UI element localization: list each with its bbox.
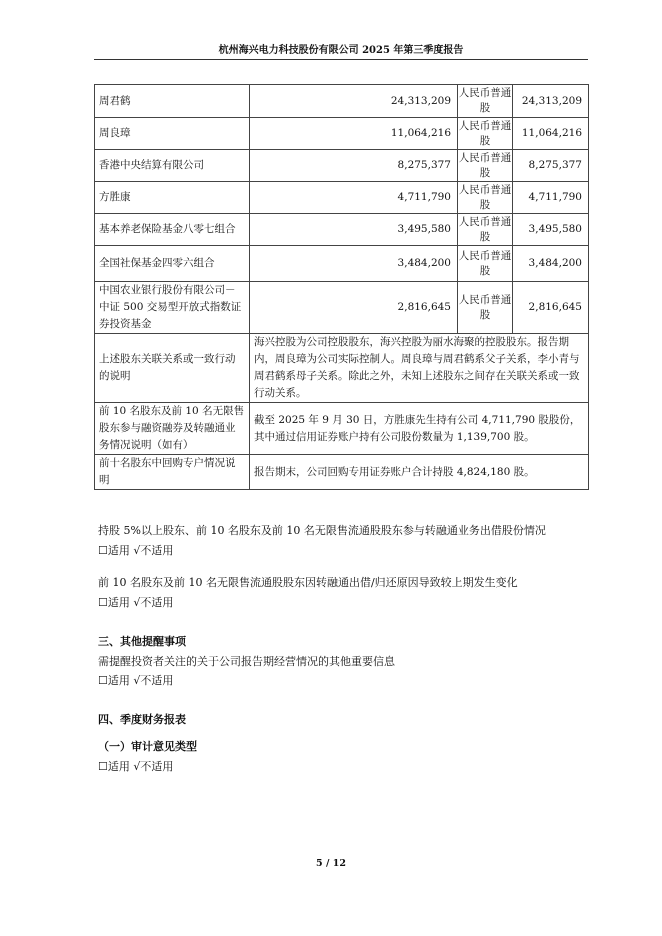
table-row <box>95 214 589 246</box>
note-text: 海兴控股为公司控股股东，海兴控股为丽水海聚的控股股东。报告期内，周良璋为公司实际控制人。周良璋与周君鹤系父子关系，李小青与周君鹤系母子关系。除此之外，未知上述股东之间存在关联关系或一致行动关系。 <box>250 334 589 403</box>
page-header: 杭州海兴电力科技股份有限公司 2025 年第三季度报告 <box>94 41 588 60</box>
shares-held: 8,275,377 <box>250 150 458 182</box>
financial-heading: 四、季度财务报表 <box>98 713 186 726</box>
shareholder-name: 全国社保基金四零六组合 <box>95 246 250 282</box>
class-shares: 2,816,645 <box>513 282 589 334</box>
shares-held: 3,495,580 <box>250 214 458 246</box>
table-row <box>95 334 589 403</box>
table-row <box>95 118 589 150</box>
shareholder-name: 周君鹤 <box>95 85 250 118</box>
table-row <box>95 455 589 490</box>
class-shares: 24,313,209 <box>513 85 589 118</box>
share-class: 人民币普通股 <box>458 85 513 118</box>
table-row <box>95 150 589 182</box>
share-class: 人民币普通股 <box>458 214 513 246</box>
table-row <box>95 182 589 214</box>
reminder-text: 需提醒投资者关注的关于公司报告期经营情况的其他重要信息 <box>98 655 395 668</box>
reminder-heading: 三、其他提醒事项 <box>98 635 186 648</box>
note-label: 前十名股东中回购专户情况说明 <box>95 455 250 490</box>
reminder-option: ☐适用 √不适用 <box>98 674 174 687</box>
share-class: 人民币普通股 <box>458 246 513 282</box>
page-number: 5 / 12 <box>316 858 346 869</box>
shares-held: 3,484,200 <box>250 246 458 282</box>
class-shares: 4,711,790 <box>513 182 589 214</box>
shareholder-name: 基本养老保险基金八零七组合 <box>95 214 250 246</box>
class-shares: 3,484,200 <box>513 246 589 282</box>
shares-held: 11,064,216 <box>250 118 458 150</box>
note-text: 截至 2025 年 9 月 30 日，方胜康先生持有公司 4,711,790 股股份，其中通过信用证券账户持有公司股份数量为 1,139,700 股。 <box>250 403 589 455</box>
audit-heading: （一）审计意见类型 <box>98 740 197 753</box>
change-title: 前 10 名股东及前 10 名无限售流通股股东因转融通出借/归还原因导致较上期发生变化 <box>98 576 518 589</box>
audit-option: ☐适用 √不适用 <box>98 760 174 773</box>
shareholders-table <box>94 84 589 490</box>
table-row <box>95 85 589 118</box>
shares-held: 2,816,645 <box>250 282 458 334</box>
share-class: 人民币普通股 <box>458 150 513 182</box>
table-row <box>95 246 589 282</box>
shareholder-name: 周良璋 <box>95 118 250 150</box>
shareholder-name: 中国农业银行股份有限公司－中证 500 交易型开放式指数证券投资基金 <box>95 282 250 334</box>
note-label: 前 10 名股东及前 10 名无限售股东参与融资融券及转融通业务情况说明（如有） <box>95 403 250 455</box>
change-option: ☐适用 √不适用 <box>98 596 174 609</box>
shareholder-name: 方胜康 <box>95 182 250 214</box>
lending-title: 持股 5%以上股东、前 10 名股东及前 10 名无限售流通股股东参与转融通业务出借股份情况 <box>98 524 546 537</box>
share-class: 人民币普通股 <box>458 118 513 150</box>
note-label: 上述股东关联关系或一致行动的说明 <box>95 334 250 403</box>
class-shares: 8,275,377 <box>513 150 589 182</box>
share-class: 人民币普通股 <box>458 182 513 214</box>
shares-held: 4,711,790 <box>250 182 458 214</box>
note-text: 报告期末，公司回购专用证券账户合计持股 4,824,180 股。 <box>250 455 589 490</box>
lending-option: ☐适用 √不适用 <box>98 544 174 557</box>
table-row <box>95 403 589 455</box>
table-row <box>95 282 589 334</box>
class-shares: 3,495,580 <box>513 214 589 246</box>
shareholder-name: 香港中央结算有限公司 <box>95 150 250 182</box>
share-class: 人民币普通股 <box>458 282 513 334</box>
class-shares: 11,064,216 <box>513 118 589 150</box>
shares-held: 24,313,209 <box>250 85 458 118</box>
